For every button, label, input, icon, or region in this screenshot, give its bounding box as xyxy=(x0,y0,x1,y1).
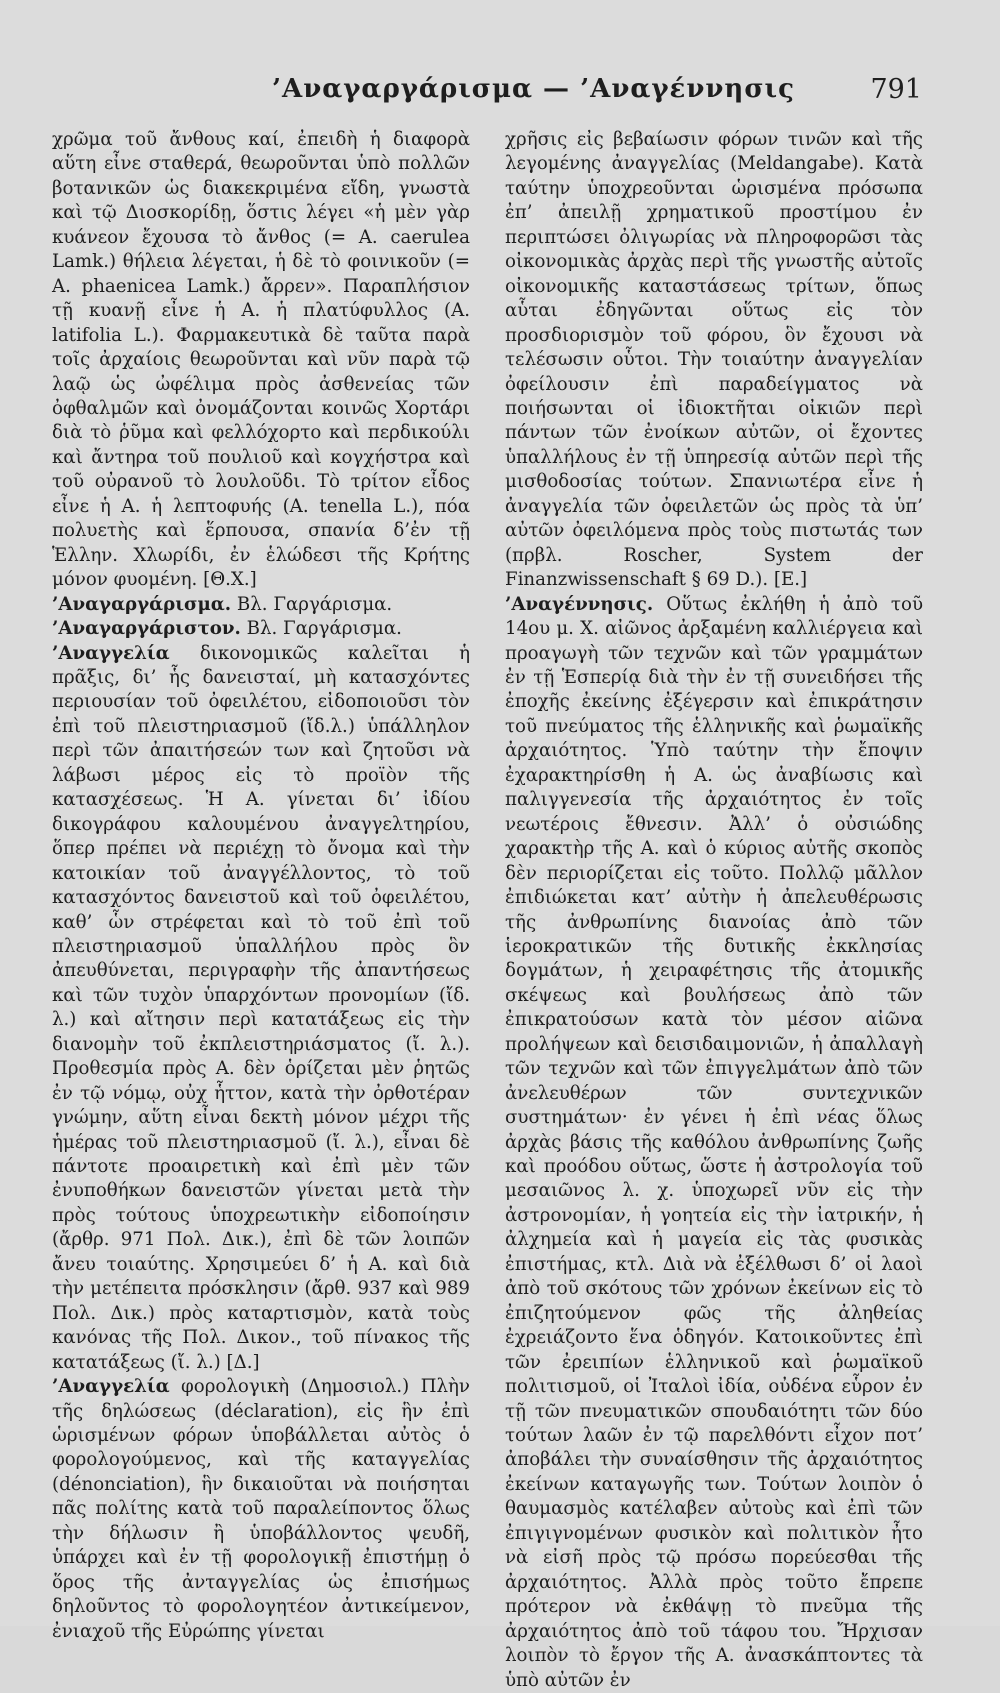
paragraph xyxy=(52,617,470,641)
paragraph-text: χρῆσις εἰς βεβαίωσιν φόρων τινῶν καὶ τῆς λεγομένης ἀναγγελίας (Meldangabe). Κατὰ ταύτην ὑποχρεοῦνται ὡρισμένα πρόσωπα ἐπ’ ἀπειλῇ χρηματικοῦ προστίμου ἐν περιπτώσει ὀλιγωρίας νὰ πληροφορῶσι τὰς οἰκονομικὰς ἀρχὰς περὶ τῆς γνωστῆς αὐτοῖς οἰκονομικῆς καταστάσεως τρίτων, ὅπως αὗται ἐδηγῶνται οὕτως εἰς τὸν προσδιορισμὸν τοῦ φόρου, ὃν ἔχουσι νὰ τελέσωσιν οὗτοι. Τὴν τοιαύτην ἀναγγελίαν ὀφείλουσιν ἐπὶ παραδείγματος νὰ ποιήσωνται οἱ ἰδιοκτῆται οἰκιῶν περὶ πάντων τῶν ἐνοίκων αὐτῶν, οἱ ἔχοντες ὑπαλλήλους ἐν τῇ ὑπηρεσίᾳ αὐτῶν περὶ τῆς μισθοδοσίας τούτων. Σπανιωτέρα εἶνε ἡ ἀναγγελία τῶν ὀφειλετῶν ὡς πρὸς τὰ ὑπ’ αὐτῶν ὀφειλόμενα πρὸς τοὺς πιστωτάς των (πρβλ. Roscher, System der Finanzwissenschaft § 69 D.). [Ε.] xyxy=(505,129,923,591)
left-column xyxy=(52,128,470,1644)
running-title: ’Αναγαργάρισμα — ’Αναγέννησις xyxy=(272,74,795,104)
right-column xyxy=(505,128,923,1693)
paragraph-text: φορολογικὴ (Δημοσιολ.) Πλὴν τῆς δηλώσεως (déclaration), εἰς ἣν ἐπὶ ὡρισμένων φόρων ὑποβάλλεται αὐτὸς ὁ φορολογούμενος, καὶ τῆς καταγγελίας (dénonciation), ἣν δικαιοῦται νὰ ποιήσηται πᾶς πολίτης κατὰ τοῦ παραλείποντος ὅλως τὴν δήλωσιν ἢ ὑποβάλλοντος ψευδῆ, ὑπάρχει καὶ ἐν τῇ φορολογικῇ ἐπιστήμῃ ὁ ὅρος τῆς ἀνταγγελίας ὡς ἐπισήμως δηλοῦντος τὸ φορολογητέον ἀντικείμενον, ἐνιαχοῦ τῆς Εὐρώπης γίνεται xyxy=(52,1376,470,1642)
page-header xyxy=(0,74,1000,114)
lemma: ’Αναγγελία xyxy=(52,1376,170,1398)
paragraph xyxy=(505,593,923,1693)
paragraph-text: χρῶμα τοῦ ἄνθους καί, ἐπειδὴ ἡ διαφορὰ αὕτη εἶνε σταθερά, θεωροῦνται ὑπὸ πολλῶν βοτανικῶν ὡς διακεκριμένα εἴδη, γνωστὰ καὶ τῷ Διοσκορίδῃ, ὅστις λέγει «ἡ μὲν γὰρ κυάνεον ἔχουσα τὸ ἄνθος (= Α. caerulea Lamk.) θήλεια λέγεται, ἡ δὲ τὸ φοινικοῦν (= Α. phaenicea Lamk.) ἄρρεν». Παραπλήσιον τῇ κυανῇ εἶνε ἡ Α. ἡ πλατύφυλλος (Α. latifolia L.). Φαρμακευτικὰ δὲ ταῦτα παρὰ τοῖς ἀρχαίοις θεωροῦνται καὶ νῦν παρὰ τῷ λαῷ ὡς ὠφέλιμα πρὸς ἀσθενείας τῶν ὀφθαλμῶν καὶ ὀνομάζονται κοινῶς Χορτάρι διὰ τὸ ῥῦμα καὶ φελλόχορτο καὶ περδικούλι καὶ ἄντηρα τοῦ πουλιοῦ καὶ κογχήστρα καὶ τοῦ οὐρανοῦ τὸ λουλοῦδι. Τὸ τρίτον εἶδος εἶνε ἡ Α. ἡ λεπτοφυής (Α. tenella L.), πόα πολυετὴς καὶ ἕρπουσα, σπανία δ’ἐν τῇ Ἑλλην. Χλωρίδι, ἐν ἑλώδεσι τῆς Κρήτης μόνον φυομένη. [Θ.Χ.] xyxy=(52,129,470,591)
paragraph xyxy=(52,593,470,617)
lemma: ’Αναγγελία xyxy=(52,642,170,664)
paragraph-text: Βλ. Γαργάρισμα. xyxy=(240,618,402,640)
paragraph xyxy=(52,642,470,1376)
paragraph-text: Βλ. Γαργάρισμα. xyxy=(231,593,393,615)
lemma: ’Αναγαργάριστον. xyxy=(52,618,241,640)
paragraph xyxy=(52,128,470,593)
page-number: 791 xyxy=(870,74,922,105)
lemma: ’Αναγαργάρισμα. xyxy=(52,593,232,615)
lemma: ’Αναγέννησις. xyxy=(505,593,654,615)
paragraph-text: δικονομικῶς καλεῖται ἡ πρᾶξις, δι’ ἧς δανεισταί, μὴ κατασχόντες περιουσίαν τοῦ ὀφειλέτου, εἰδοποιοῦσι τὸν ἐπὶ τοῦ πλειστηριασμοῦ (ἴδ.λ.) ὑπάλληλον περὶ τῶν ἀπαιτήσεών των καὶ ζητοῦσι νὰ λάβωσι μέρος εἰς τὸ προϊὸν τῆς κατασχέσεως. Ἡ Α. γίνεται δι’ ἰδίου δικογράφου καλουμένου ἀναγγελτηρίου, ὅπερ πρέπει νὰ περιέχῃ τὸ ὄνομα καὶ τὴν κατοικίαν τοῦ ἀναγγέλλοντος, τὸ τοῦ κατασχόντος δανειστοῦ καὶ τοῦ ὀφειλέτου, καθ’ ὧν στρέφεται καὶ τὸ τοῦ ἐπὶ τοῦ πλειστηριασμοῦ ὑπαλλήλου πρὸς ὃν ἀπευθύνεται, περιγραφὴν τῆς ἀπαντήσεως καὶ τῶν τυχὸν ὑπαρχόντων προνομίων (ἴδ. λ.) καὶ αἴτησιν περὶ κατατάξεως εἰς τὴν διανομὴν τοῦ ἐκπλειστηριάσματος (ἴ. λ.). Προθεσμία πρὸς Α. δὲν ὁρίζεται μὲν ῥητῶς ἐν τῷ νόμῳ, οὐχ ἧττον, κατὰ τὴν ὀρθοτέραν γνώμην, αὕτη εἶναι δεκτὴ μόνον μέχρι τῆς ἡμέρας τοῦ πλειστηριασμοῦ (ἴ. λ.), εἶναι δὲ πάντοτε προαιρετικὴ καὶ ἐπὶ μὲν τῶν ἐνυποθήκων δανειστῶν γίνεται μετὰ τὴν πρὸς τούτους ὑποχρεωτικὴν εἰδοποίησιν (ἄρθρ. 971 Πολ. Δικ.), ἐπὶ δὲ τῶν λοιπῶν ἄνευ τοιαύτης. Χρησιμεύει δ’ ἡ Α. καὶ διὰ τὴν μετέπειτα πρόσκλησιν (ἄρθ. 937 καὶ 989 Πολ. Δικ.) πρὸς καταρτισμὸν, κατὰ τοὺς κανόνας τῆς Πολ. Δικον., τοῦ πίνακος τῆς κατατάξεως (ἴ. λ.) [Δ.] xyxy=(52,642,470,1373)
paragraph-text: Οὕτως ἐκλήθη ἡ ἀπὸ τοῦ 14ου μ. Χ. αἰῶνος ἀρξαμένη καλλιέργεια καὶ προαγωγὴ τῶν τεχνῶν καὶ τῶν γραμμάτων ἐν τῇ Ἑσπερίᾳ διὰ τὴν ἐν τῇ συνειδήσει τῆς ἐποχῆς ἐκείνης ἐξέγερσιν καὶ ἐπικράτησιν τοῦ πνεύματος τῆς ἑλληνικῆς καὶ ῥωμαϊκῆς ἀρχαιότητος. Ὑπὸ ταύτην τὴν ἔποψιν ἐχαρακτηρίσθη ἡ Α. ὡς ἀναβίωσις καὶ παλιγγενεσία τῆς ἀρχαιότητος ἐν τοῖς νεωτέροις ἔθνεσιν. Ἀλλ’ ὁ οὐσιώδης χαρακτὴρ τῆς Α. καὶ ὁ κύριος αὐτῆς σκοπὸς δὲν περιορίζεται εἰς τοῦτο. Πολλῷ μᾶλλον ἐπιδιώκεται κατ’ αὐτὴν ἡ ἀπελευθέρωσις τῆς ἀνθρωπίνης διανοίας ἀπὸ τῶν ἱεροκρατικῶν τῆς δυτικῆς ἐκκλησίας δογμάτων, ἡ χειραφέτησις τῆς ἀτομικῆς σκέψεως καὶ βουλήσεως ἀπὸ τῶν ἐπικρατούσων κατὰ τὸν μέσον αἰῶνα προλήψεων καὶ δεισιδαιμονιῶν, ἡ ἀπαλλαγὴ τῶν τεχνῶν καὶ τῶν ἐπιγγελμάτων ἀπὸ τῶν ἀνελευθέρων τῶν συντεχνικῶν συστημάτων· ἐν γένει ἡ ἐπὶ νέας ὅλως ἀρχὰς βάσις τῆς καθόλου ἀνθρωπίνης ζωῆς καὶ προόδου οὕτως, ὥστε ἡ ἀστρολογία τοῦ μεσαιῶνος λ. χ. ὑποχωρεῖ νῦν εἰς τὴν ἀστρονομίαν, ἡ γοητεία εἰς τὴν ἰατρικήν, ἡ ἀλχημεία καὶ ἡ μαγεία εἰς τὰς φυσικὰς ἐπιστήμας, κτλ. Διὰ νὰ ἐξέλθωσι δ’ οἱ λαοὶ ἀπὸ τοῦ σκότους τῶν χρόνων ἐκείνων εἰς τὸ ἐπιζητούμενον φῶς τῆς ἀληθείας ἐχρειάζοντο ἕνα ὁδηγόν. Κατοικοῦντες ἐπὶ τῶν ἐρειπίων ἑλληνικοῦ καὶ ῥωμαϊκοῦ πολιτισμοῦ, οἱ Ἰταλοὶ ἰδία, οὐδένα εὗρον ἐν τῇ τῶν πνευματικῶν σπουδαιότητι τῶν δύο τούτων λαῶν ἐν τῷ παρελθόντι εἶχον ποτ’ ἀποβάλει τὴν συναίσθησιν τῆς ἀρχαιότητος ἐκείνων καταγωγῆς των. Τούτων λοιπὸν ὁ θαυμασμὸς κατέλαβεν αὐτοὺς καὶ ἐπὶ τῶν ἐπιγιγνομένων φυσικὸν καὶ πολιτικὸν ἦτο νὰ εἰσῆ πρὸς τῷ πρόσω πορεύεσθαι τῆς ἀρχαιότητος. Ἀλλὰ πρὸς τοῦτο ἔπρεπε πρότερον νὰ ἐκθάψῃ τὸ πνεῦμα τῆς ἀρχαιότητος ἀπὸ τοῦ τάφου του. Ἤρχισαν λοιπὸν τὸ ἔργον τῆς Α. ἀνασκάπτοντες τὰ ὑπὸ αὐτῶν ἐν xyxy=(505,593,923,1691)
paragraph xyxy=(505,128,923,593)
paragraph xyxy=(52,1375,470,1644)
